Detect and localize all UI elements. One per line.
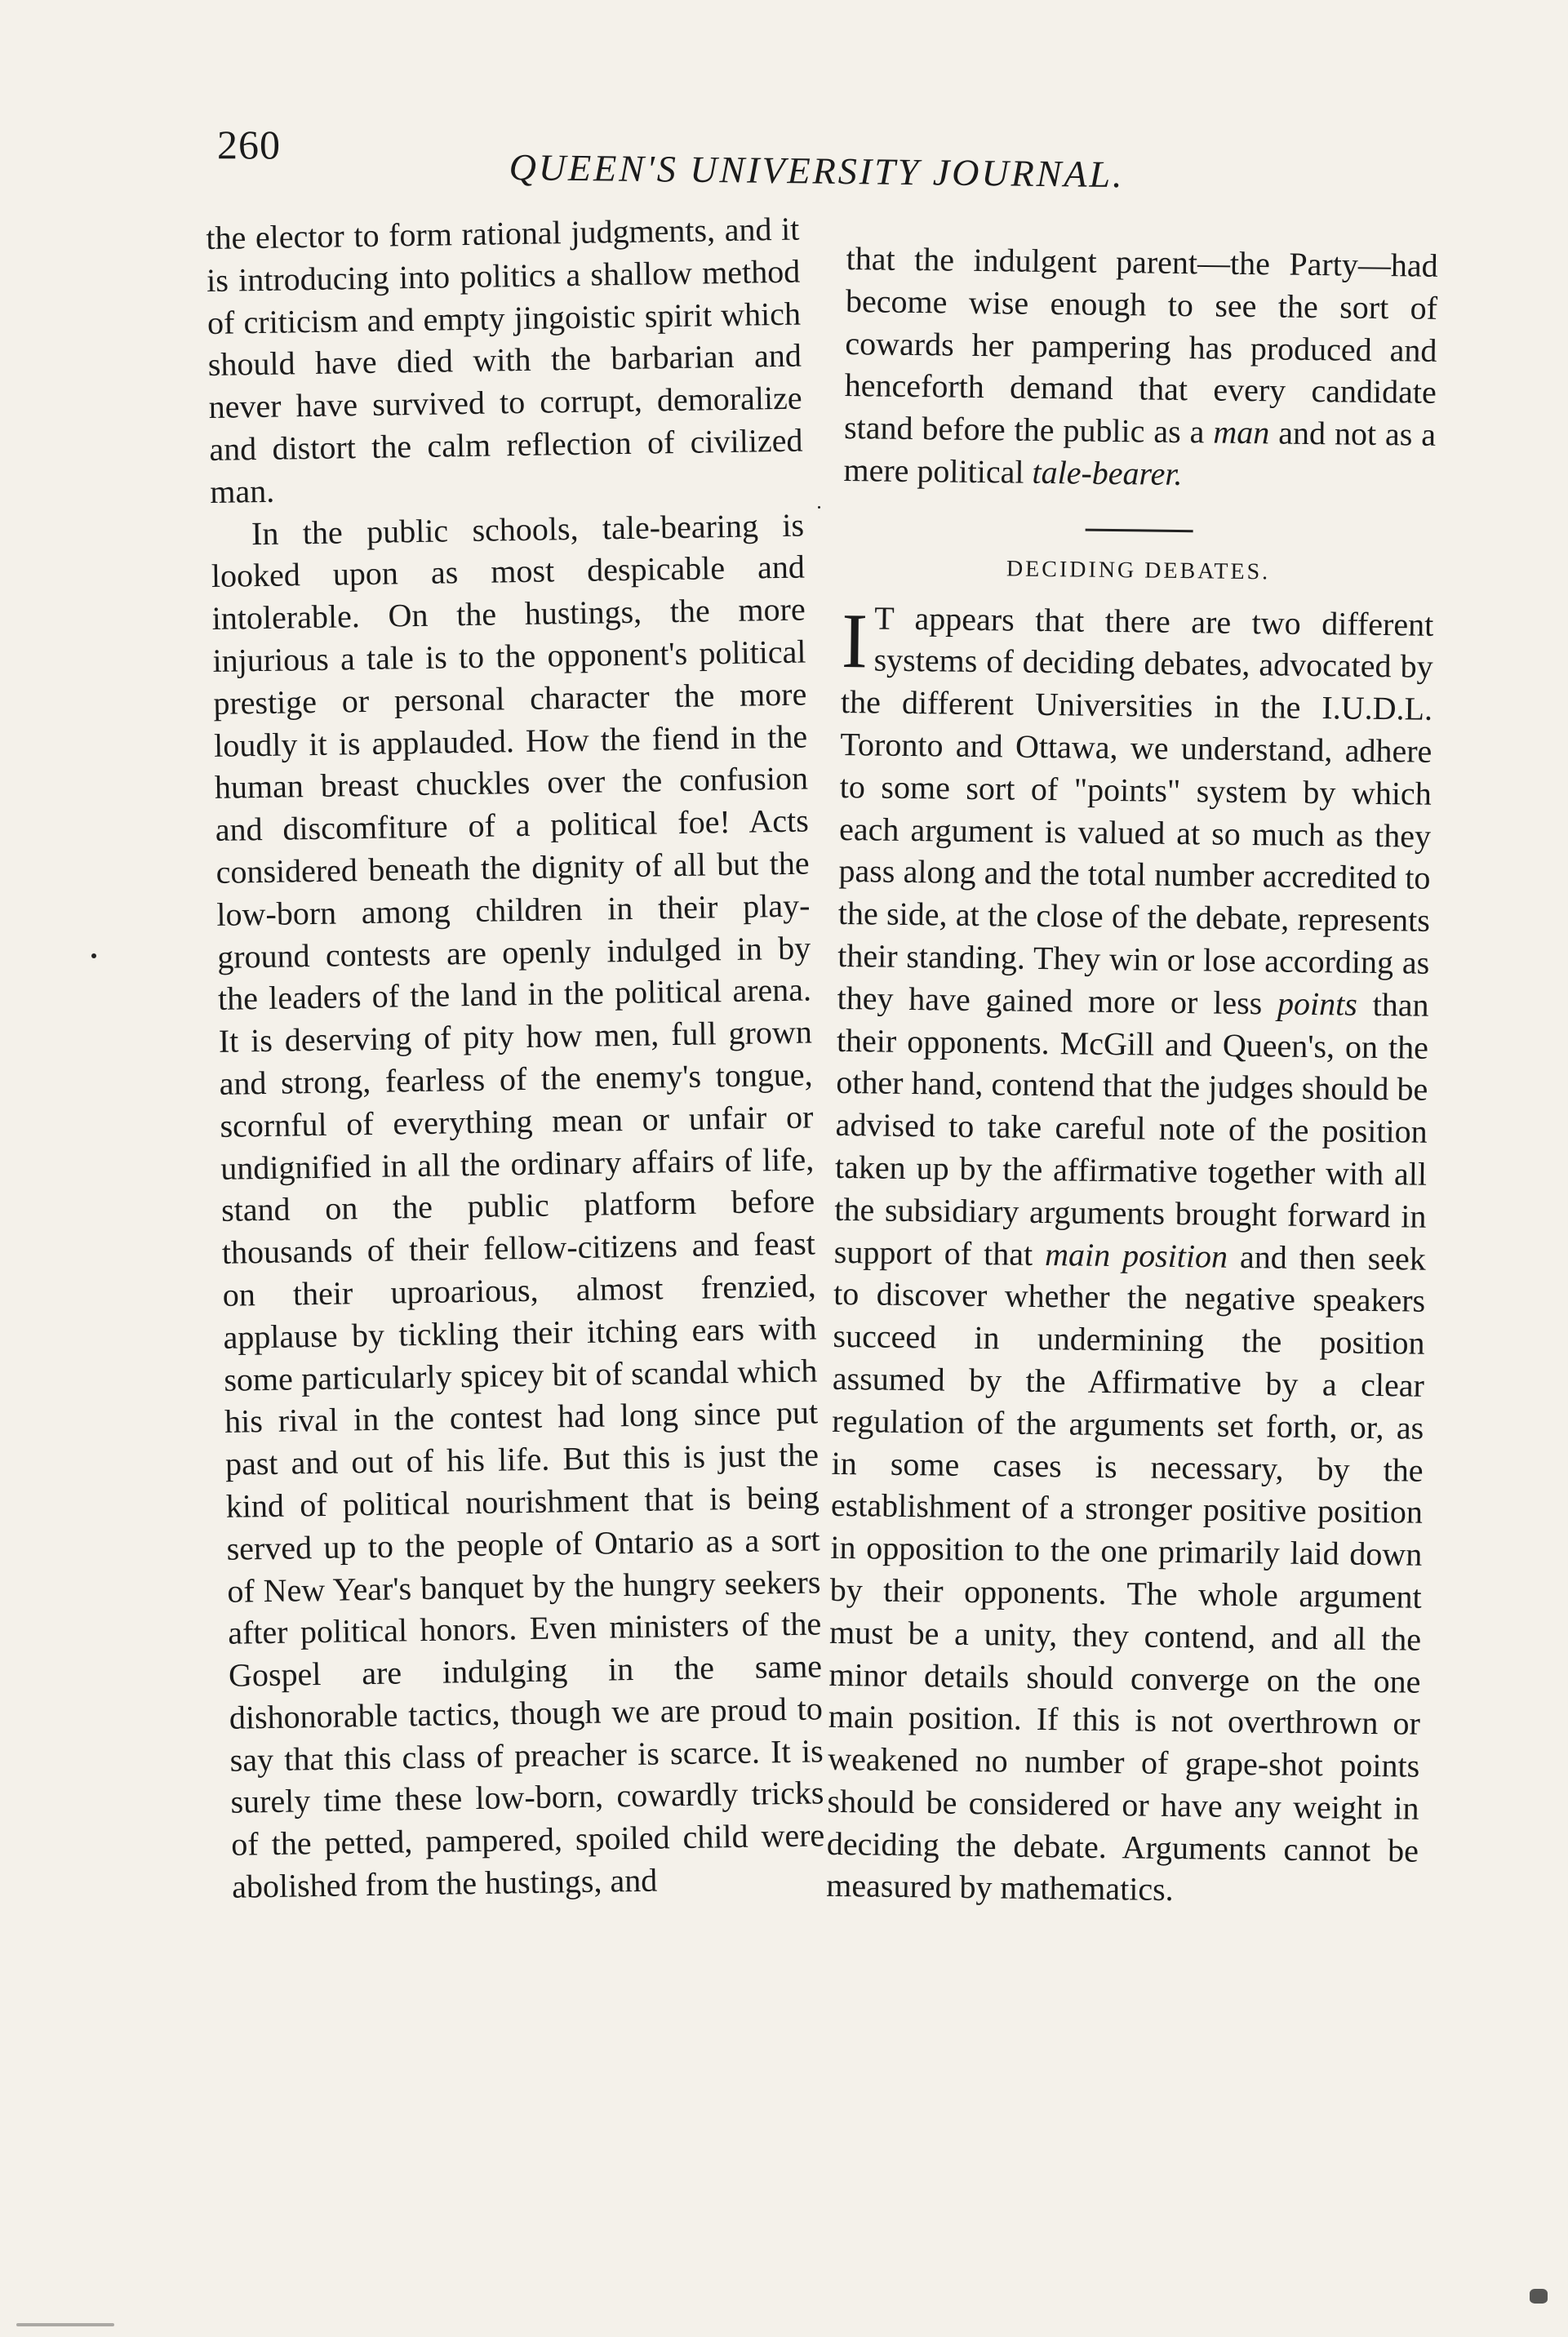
left-paragraph-1: the elector to form rational judgments, and it is introducing into politics a shallow method of criticism and empty jingoistic spirit which should have died with the barbarian and never have survived to corrupt, demoralize and distort the calm reflection of civilized man.	[206, 210, 803, 510]
italic-main-position: main position	[1044, 1235, 1228, 1275]
journal-title: QUEEN'S UNIVERSITY JOURNAL.	[509, 145, 1125, 196]
drop-cap: I	[841, 596, 868, 684]
right-paragraph-1	[843, 238, 1438, 499]
right-p1-text: that the indulgent parent—the Party—had become wise enough to see the sort of cowards her pampering has produced and henceforth demand that every candidate stand before the public as a	[843, 239, 1438, 451]
ink-speck	[91, 953, 96, 958]
right-paragraph-2	[826, 597, 1434, 1914]
left-column	[206, 208, 825, 1908]
right-p1-middle: and not as a mere political	[843, 414, 1437, 491]
right-column	[826, 238, 1438, 1914]
page-number: 260	[217, 122, 281, 167]
section-divider	[1085, 528, 1193, 532]
ink-speck	[16, 2323, 114, 2326]
italic-man: man	[1213, 413, 1270, 451]
italic-points: points	[1277, 984, 1358, 1023]
right-p2-middle: than their opponents. McGill and Queen's, on the other hand, contend that the judges should be advised to take careful note of the position taken up by the affirmative together with all the subsidiary arguments brought forward in support of that	[833, 985, 1429, 1273]
ink-speck	[1530, 2289, 1548, 2304]
section-heading: DECIDING DEBATES.	[1006, 556, 1271, 585]
italic-tale-bearer: tale-bearer.	[1032, 453, 1183, 493]
right-p2-start: T appears that there are two different systems of deciding debates, advocated by the different Universities in the I.U.D.L. Toronto and Ottawa, we understand, adhere to some sort of "points" system by which each argument is valued at so much as they pass along and the total number accredited to the side, at the close of the debate, represents their standing. They win or lose according as they have gained more or less	[837, 599, 1434, 1022]
ink-speck	[818, 506, 820, 509]
right-p2-end: and then seek to discover whether the negative speakers succeed in undermining the position assumed by the Affirmative by a clear regulation of the arguments set forth, or, as in some cases is necessary, by the establishment of a stronger positive position in opposition to the one primarily laid down by their opponents. The whole argument must be a unity, they contend, and all the minor details should converge on the one main position. If this is not overthrown or weakened no number of grape-shot points should be considered or have any weight in deciding the debate. Arguments cannot be measured by mathematics.	[826, 1237, 1427, 1908]
left-paragraph-2: In the public schools, tale-bearing is looked upon as most despicable and intolerable. On the hustings, the more injurious a tale is to the opponent's political prestige or personal character the more loudly it is applauded. How the fiend in the human breast chuckles over the confusion and discomfiture of a political foe! Acts considered beneath the dignity of all but the low-born among children in their play-ground contests are openly indulged in by the leaders of the land in the political arena. It is deserving of pity how men, full grown and strong, fearless of the enemy's tongue, scornful of everything mean or unfair or undignified in all the ordinary affairs of life, stand on the public platform before thousands of their fellow-citizens and feast on their uproarious, almost frenzied, applause by tickling their itching ears with some particularly spicey bit of scandal which his rival in the contest had long since put past and out of his life. But this is just the kind of political nourishment that is being served up to the people of Ontario as a sort of New Year's banquet by the hungry seekers after political honors. Even ministers of the Gospel are indulging in the same dishonorable tactics, though we are proud to say that this class of preacher is scarce. It is surely time these low-born, cowardly tricks of the petted, pampered, spoiled child were abolished from the hustings, and	[211, 506, 825, 1905]
